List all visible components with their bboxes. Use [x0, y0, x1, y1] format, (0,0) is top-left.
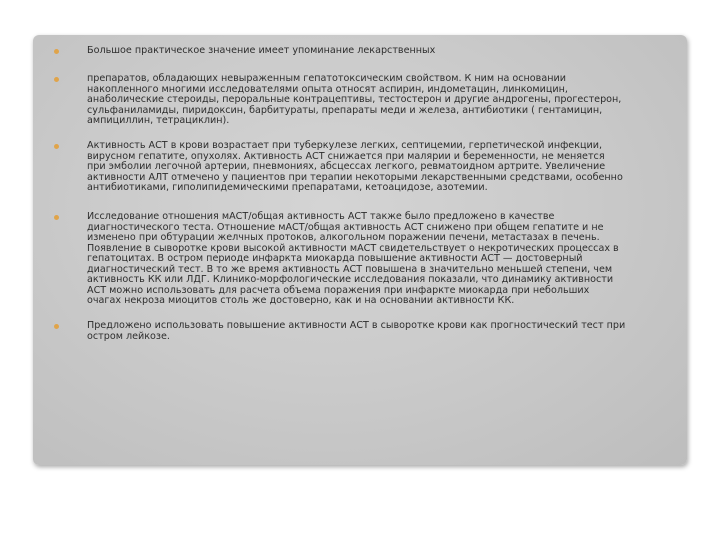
- bullet-icon: [54, 324, 59, 329]
- content-panel: [33, 35, 687, 465]
- bullet-icon: [54, 215, 59, 220]
- bullet-icon: [54, 49, 59, 54]
- bullet-text-4: Исследование отношения мАСТ/общая активность АСТ также было предложено в качестве диагностического теста. Отношение мАСТ/общая активность АСТ снижено при общем гепатите и не изменено при обтурации желчных протоков, алкогольном поражении печени, метастазах в печень. Появление в сыворотке крови высокой активности мАСТ свидетельствует о некротических процессах в гепатоцитах. В остром периоде инфаркта миокарда повышение активности АСТ — достоверный диагностический тест. В то же время активность АСТ повышена в значительно меньшей степени, чем активность КК или ЛДГ. Клинико-морфологические исследования показали, что динамику активности АСТ можно использовать для расчета объема поражения при инфаркте миокарда при небольших очагах некроза миоцитов столь же достоверно, как и на основании активности КК.: [87, 211, 619, 306]
- bullet-list: [33, 35, 687, 465]
- bullet-icon: [54, 77, 59, 82]
- bullet-text-3: Активность АСТ в крови возрастает при туберкулезе легких, септицемии, герпетической инфекции, вирусном гепатите, опухолях. Активность АСТ снижается при малярии и беременности, не меняется при эмболии легочной артерии, пневмониях, абсцессах легкого, ревматоидном артрите. Увеличение активности АЛТ отмечено у пациентов при терапии некоторыми лекарственными средствами, особенно антибиотиками, гиполипидемическими препаратами, кетоацидозе, азотемии.: [87, 140, 623, 193]
- bullet-text-1: Большое практическое значение имеет упоминание лекарственных: [87, 45, 436, 56]
- bullet-icon: [54, 144, 59, 149]
- bullet-text-2: препаратов, обладающих невыраженным гепатотоксическим свойством. К ним на основании накопленного многими исследователями опыта относят аспирин, индометацин, линкомицин, анаболические стероиды, пероральные контрацептивы, тестостерон и другие андрогены, прогестерон, сульфаниламиды, пиридоксин, барбитураты, препараты меди и железа, антибиотики ( гентамицин, ампициллин, тетрациклин).: [87, 73, 622, 126]
- bullet-text-5: Предложено использовать повышение активности АСТ в сыворотке крови как прогностический тест при остром лейкозе.: [87, 320, 626, 342]
